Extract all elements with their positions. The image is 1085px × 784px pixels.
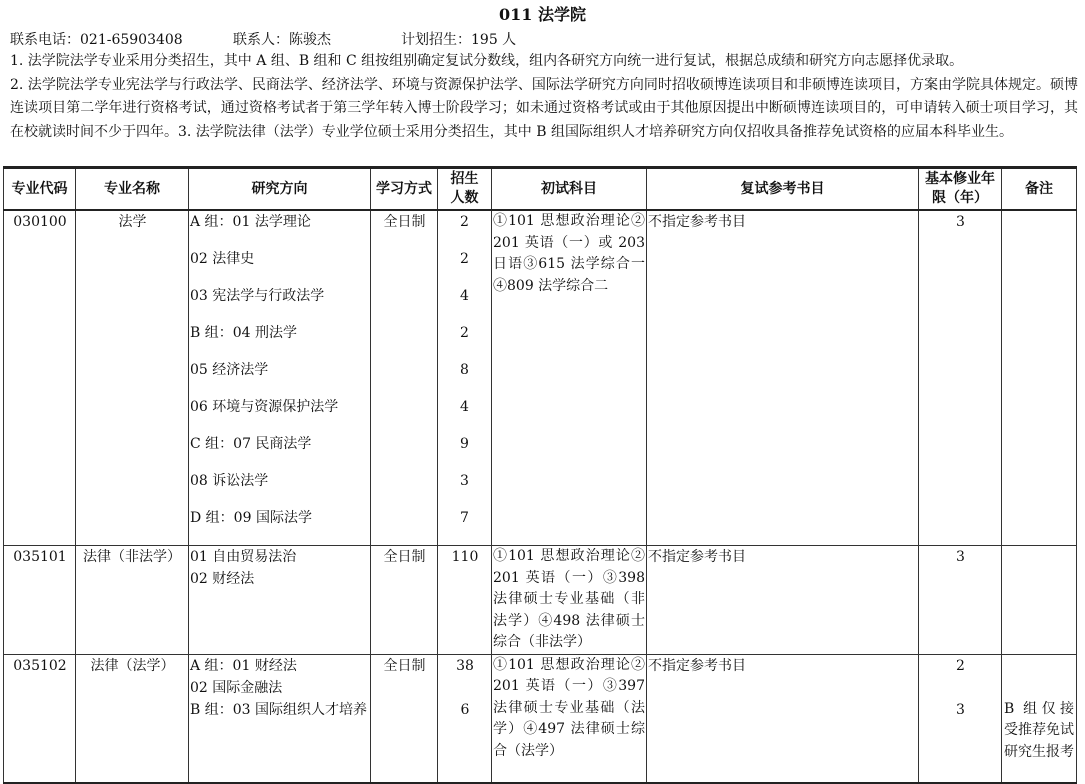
direction-item: 03 宪法学与行政法学 <box>190 288 325 304</box>
cell-quota: 110 <box>451 549 479 565</box>
direction-item: B 组：03 国际组织人才培养 <box>190 701 368 718</box>
cell-exam: ①101 思想政治理论②201 英语（一）③398 法律硕士专业基础（非法学）④498 法律硕士综合（非法学） <box>493 548 645 650</box>
header-code: 专业代码 <box>4 168 76 211</box>
header-quota: 招生人数 <box>438 168 492 211</box>
direction-item: A 组：01 法学理论 <box>190 214 311 230</box>
header-direction: 研究方向 <box>189 168 371 211</box>
direction-item: 01 自由贸易法治 <box>190 549 297 565</box>
header-name: 专业名称 <box>76 168 189 211</box>
cell-code: 030100 <box>13 214 67 230</box>
cell-mode: 全日制 <box>383 549 426 565</box>
contact-line <box>10 30 516 50</box>
cell-name: 法学 <box>118 214 147 230</box>
cell-name: 法律（非法学） <box>83 549 181 565</box>
quota-item: 9 <box>460 436 469 452</box>
contact-person: 联系人：陈骏杰 <box>233 32 331 48</box>
cell-remark <box>1002 210 1077 546</box>
quota-item: 4 <box>460 288 469 304</box>
header-years: 基本修业年限（年） <box>919 168 1002 211</box>
note-2: 2. 法学院法学专业宪法学与行政法学、民商法学、经济法学、环境与资源保护法学、国际法学研究方向同时招收硕博连读项目和非硕博连读项目，方案由学院具体规定。硕博连读项目第二学年进行资格考试，通过资格考试者于第三学年转入博士阶段学习；如未通过资格考试或由于其他原因提出中断硕博连读项目的，可申请转入硕士项目学习，其在校就读时间不少于四年。3. 法学院法律（法学）专业学位硕士采用分类招生，其中 B 组国际组织人才培养研究方向仅招收具备推荐免试资格的应届本科毕业生。 <box>10 76 1078 140</box>
cell-quotas <box>438 210 492 546</box>
direction-item: B 组：04 刑法学 <box>190 325 298 341</box>
cell-mode: 全日制 <box>383 214 426 230</box>
cell-directions <box>189 546 371 655</box>
cell-years: 3 <box>956 549 965 565</box>
quota-item: 2 <box>460 325 469 341</box>
enrollment-plan: 计划招生：195 人 <box>401 32 517 48</box>
page-title: 011 法学院 <box>499 5 586 24</box>
cell-quota-b: 6 <box>460 701 470 718</box>
cell-code: 035102 <box>13 657 67 674</box>
direction-item: 02 国际金融法 <box>190 679 283 696</box>
quota-item: 3 <box>460 473 469 489</box>
cell-years-b: 3 <box>956 701 965 718</box>
direction-item: 06 环境与资源保护法学 <box>190 399 339 415</box>
quota-item: 2 <box>460 251 469 267</box>
table-row <box>4 654 1077 783</box>
direction-item: 08 诉讼法学 <box>190 473 269 489</box>
table-header-row <box>4 168 1077 211</box>
cell-exam: ①101 思想政治理论②201 英语（一）或 203 日语③615 法学综合一④809 法学综合二 <box>493 213 645 294</box>
quota-item: 7 <box>460 510 469 526</box>
cell-books: 不指定参考书目 <box>648 549 746 565</box>
cell-remark <box>1002 546 1077 655</box>
cell-books: 不指定参考书目 <box>648 657 746 674</box>
quota-item: 2 <box>460 214 469 230</box>
header-remark: 备注 <box>1002 168 1077 211</box>
table-row <box>4 546 1077 655</box>
cell-mode: 全日制 <box>383 657 426 674</box>
cell-code: 035101 <box>13 549 67 565</box>
contact-phone: 联系电话：021-65903408 <box>10 32 183 48</box>
table-row <box>4 210 1077 546</box>
direction-item: C 组：07 民商法学 <box>190 436 312 452</box>
cell-remark: B 组仅接受推荐免试研究生报考 <box>1004 700 1074 760</box>
cell-years-a: 2 <box>956 657 965 674</box>
quota-item: 8 <box>460 362 469 378</box>
header-mode: 学习方式 <box>371 168 438 211</box>
quota-item: 4 <box>460 399 469 415</box>
cell-directions <box>189 210 371 546</box>
cell-books: 不指定参考书目 <box>648 214 746 230</box>
direction-item: 02 财经法 <box>190 571 255 587</box>
direction-item: D 组：09 国际法学 <box>190 510 312 526</box>
cell-exam: ①101 思想政治理论②201 英语（一）③397 法律硕士专业基础（法学）④497 法律硕士综合（法学） <box>493 656 645 759</box>
cell-directions <box>189 654 371 783</box>
direction-item: A 组：01 财经法 <box>190 657 297 674</box>
header-books: 复试参考书目 <box>647 168 919 211</box>
cell-years: 3 <box>956 214 965 230</box>
cell-name: 法律（法学） <box>90 657 175 674</box>
cell-quota-a: 38 <box>456 657 474 674</box>
direction-item: 05 经济法学 <box>190 362 269 378</box>
header-exam: 初试科目 <box>492 168 647 211</box>
notes <box>10 50 1078 144</box>
direction-item: 02 法律史 <box>190 251 255 267</box>
note-1: 1. 法学院法学专业采用分类招生，其中 A 组、B 组和 C 组按组别确定复试分数线，组内各研究方向统一进行复试，根据总成绩和研究方向志愿择优录取。 <box>10 53 964 69</box>
program-table <box>3 166 1077 784</box>
